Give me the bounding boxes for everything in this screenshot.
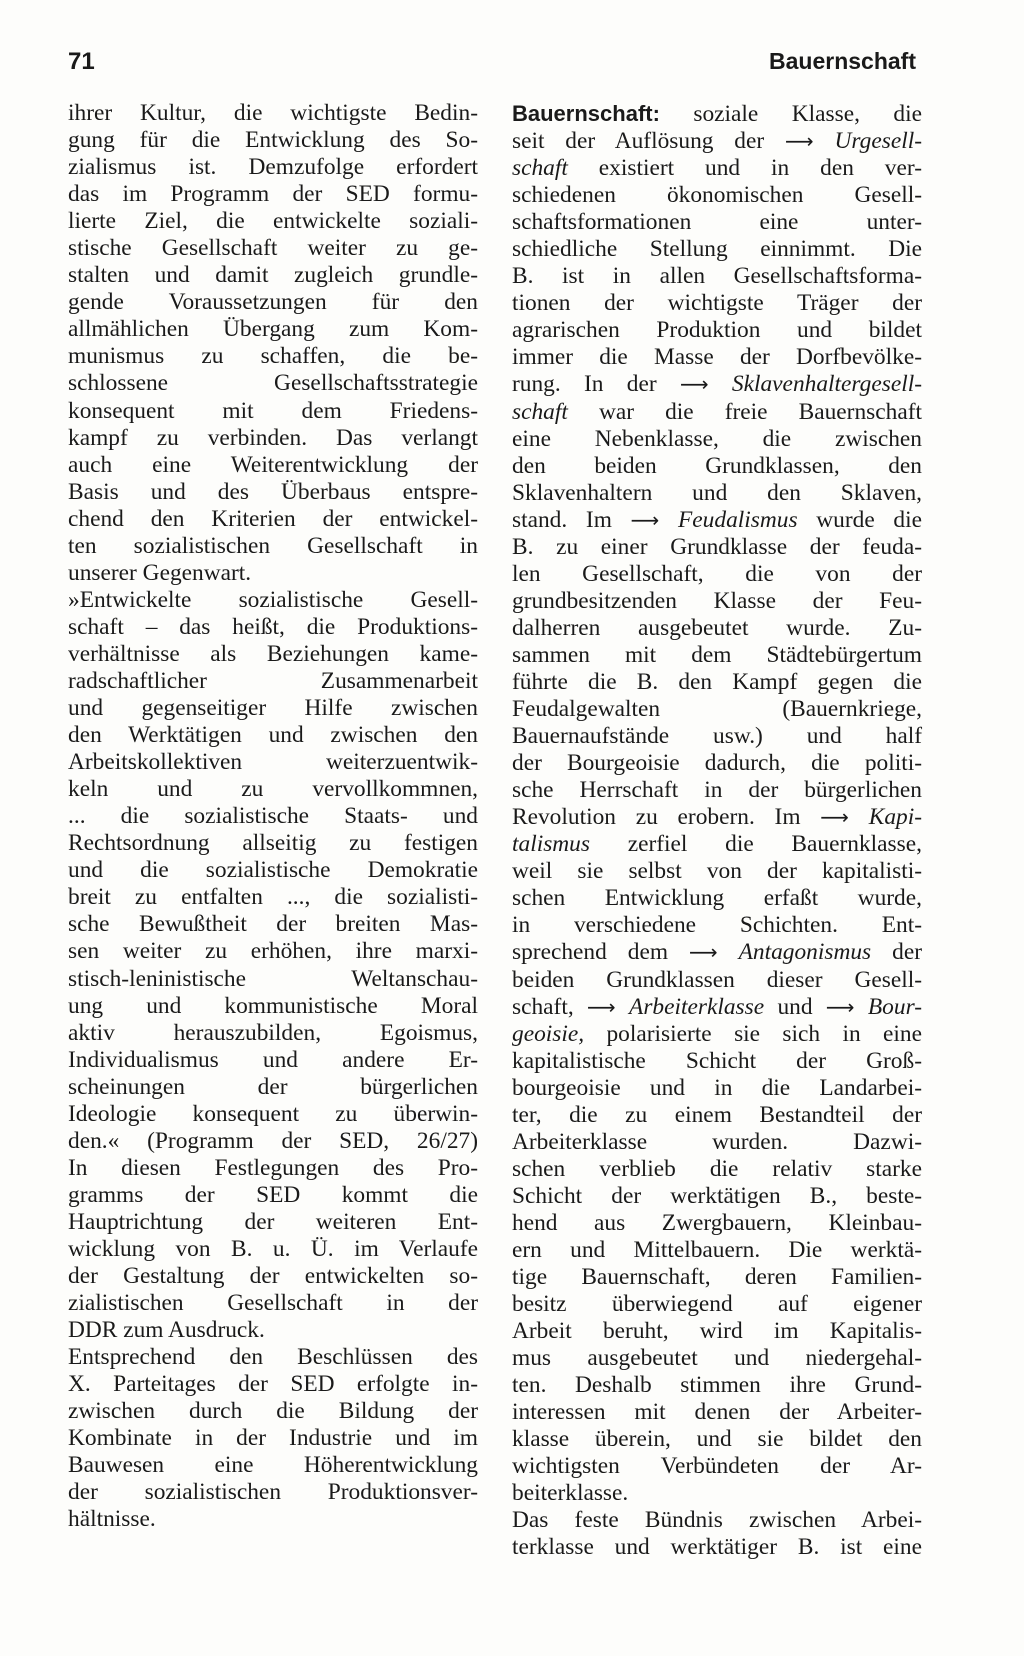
text-line — [512, 939, 922, 966]
text-span: rung. In der — [512, 371, 680, 398]
text-line: Basis und des Überbaus entspre- — [68, 478, 478, 505]
cross-reference[interactable]: talismus — [512, 831, 590, 858]
text-line: Entsprechend den Beschlüssen des — [68, 1344, 478, 1371]
text-line: lierte Ziel, die entwickelte soziali- — [68, 208, 478, 235]
text-line: gramms der SED kommt die — [68, 1181, 478, 1208]
text-line: sche Bewußtheit der breiten Mas- — [68, 911, 478, 938]
text-line: stische Gesellschaft weiter zu ge- — [68, 235, 478, 262]
text-line: wichtigsten Verbündeten der Ar- — [512, 1453, 922, 1480]
arrow-icon: ⟶ — [587, 994, 616, 1019]
entry-headword: Bauernschaft: — [512, 101, 660, 126]
text-line: konsequent mit dem Friedens- — [68, 397, 478, 424]
text-line: schen Entwicklung erfaßt wurde, — [512, 885, 922, 912]
text-line: besitz überwiegend auf eigener — [512, 1291, 922, 1318]
text-line: allmählichen Übergang zum Kom- — [68, 316, 478, 343]
text-line: ter, die zu einem Bestandteil der — [512, 1101, 922, 1128]
text-line: in verschiedene Schichten. Ent- — [512, 912, 922, 939]
text-line: X. Parteitages der SED erfolgte in- — [68, 1371, 478, 1398]
cross-reference[interactable]: Feudalismus — [678, 506, 798, 533]
text-span: wurde die — [797, 506, 922, 533]
text-line: aktiv herauszubilden, Egoismus, — [68, 1019, 478, 1046]
text-line: agrarischen Produktion und bildet — [512, 317, 922, 344]
text-line: zialistischen Gesellschaft in der — [68, 1290, 478, 1317]
text-line: terklasse und werktätiger B. ist eine — [512, 1534, 922, 1561]
text-line: führte die B. den Kampf gegen die — [512, 668, 922, 695]
text-line: beiterklasse. — [512, 1480, 629, 1507]
text-line: der Bourgeoisie dadurch, die politi- — [512, 750, 922, 777]
text-line: hend aus Zwergbauern, Kleinbau- — [512, 1209, 922, 1236]
text-span: existiert und in den ver- — [567, 155, 922, 182]
cross-reference[interactable]: schaft — [512, 398, 568, 425]
text-line: den beiden Grundklassen, den — [512, 452, 922, 479]
text-line: Rechtsordnung allseitig zu festigen — [68, 830, 478, 857]
text-span: polarisierte sie sich in eine — [584, 1020, 922, 1047]
text-line: Hauptrichtung der weiteren Ent- — [68, 1208, 478, 1235]
text-span: Revolution zu erobern. Im — [512, 804, 821, 831]
text-line: schlossene Gesellschaftsstrategie — [68, 370, 478, 397]
text-line — [512, 155, 922, 182]
cross-reference[interactable]: Kapi- — [868, 804, 922, 831]
text-line: und die sozialistische Demokratie — [68, 857, 478, 884]
text-line: gung für die Entwicklung des So- — [68, 127, 478, 154]
cross-reference[interactable]: geoisie, — [512, 1020, 585, 1047]
text-line — [512, 128, 922, 155]
text-line: verhältnisse als Beziehungen kame- — [68, 640, 478, 667]
text-line: gende Voraussetzungen für den — [68, 289, 478, 316]
text-line: schiedenen ökonomischen Gesell- — [512, 182, 922, 209]
text-line: Arbeitskollektiven weiterzuentwik- — [68, 749, 478, 776]
text-line — [512, 994, 922, 1021]
right-column — [512, 100, 922, 1562]
text-line: breit zu entfalten ..., die sozialisti- — [68, 884, 478, 911]
text-line: chend den Kriterien der entwickel- — [68, 505, 478, 532]
cross-reference[interactable]: Arbeiterklasse — [629, 993, 765, 1020]
text-line: ten sozialistischen Gesellschaft in — [68, 532, 478, 559]
text-line — [512, 371, 922, 398]
text-line: sammen mit dem Städtebürgertum — [512, 641, 922, 668]
page-header — [68, 48, 916, 84]
text-line: stisch-leninistische Weltanschau- — [68, 965, 478, 992]
running-head: Bauernschaft — [769, 48, 916, 74]
text-span: schaft, — [512, 993, 588, 1020]
text-line — [512, 1021, 922, 1048]
text-line: Bauwesen eine Höherentwicklung — [68, 1452, 478, 1479]
text-line: ten. Deshalb stimmen ihre Grund- — [512, 1372, 922, 1399]
text-line: Bauernaufstände usw.) und half — [512, 723, 922, 750]
text-line: zialismus ist. Demzufolge erfordert — [68, 154, 478, 181]
text-line: dalherren ausgebeutet wurde. Zu- — [512, 614, 922, 641]
text-line: sche Herrschaft in der bürgerlichen — [512, 777, 922, 804]
text-line: eine Nebenklasse, die zwischen — [512, 425, 922, 452]
text-span: seit der Auflösung der — [512, 128, 785, 155]
text-line: stalten und damit zugleich grundle- — [68, 262, 478, 289]
text-line — [512, 507, 922, 534]
cross-reference[interactable]: Antagonismus — [738, 939, 872, 966]
text-line — [512, 399, 922, 426]
text-line: tige Bauernschaft, deren Familien- — [512, 1264, 922, 1291]
text-line: schaftsformationen eine unter- — [512, 209, 922, 236]
text-line — [512, 100, 922, 128]
text-line: kapitalistische Schicht der Groß- — [512, 1047, 922, 1074]
text-line: immer die Masse der Dorfbevölke- — [512, 344, 922, 371]
text-line: interessen mit denen der Arbeiter- — [512, 1399, 922, 1426]
text-line: unserer Gegenwart. — [68, 559, 252, 586]
text-line: und gegenseitiger Hilfe zwischen — [68, 695, 478, 722]
text-line: Kombinate in der Industrie und im — [68, 1425, 478, 1452]
text-line: Individualismus und andere Er- — [68, 1046, 478, 1073]
text-line: Sklavenhaltern und den Sklaven, — [512, 479, 922, 506]
text-line — [512, 804, 922, 831]
text-line: grundbesitzenden Klasse der Feu- — [512, 587, 922, 614]
text-line: Arbeiterklasse wurden. Dazwi- — [512, 1128, 922, 1155]
text-span: und — [764, 993, 826, 1020]
text-line: den.« (Programm der SED, 26/27) — [68, 1127, 478, 1154]
cross-reference[interactable]: Sklavenhaltergesell- — [731, 371, 922, 398]
arrow-icon: ⟶ — [688, 940, 718, 965]
text-line: zwischen durch die Bildung der — [68, 1398, 478, 1425]
text-line: ... die sozialistische Staats- und — [68, 803, 478, 830]
text-line: radschaftlicher Zusammenarbeit — [68, 667, 478, 694]
cross-reference[interactable]: Bour- — [867, 993, 922, 1020]
cross-reference[interactable]: Urgesell- — [834, 128, 922, 155]
text-span: stand. Im — [512, 506, 631, 533]
arrow-icon: ⟶ — [820, 805, 849, 830]
text-line: In diesen Festlegungen des Pro- — [68, 1154, 478, 1181]
text-line: DDR zum Ausdruck. — [68, 1317, 265, 1344]
text-span: zerfiel die Bauernklasse, — [589, 831, 922, 858]
text-line: Das feste Bündnis zwischen Arbei- — [512, 1507, 922, 1534]
text-span: der — [871, 939, 922, 966]
text-line: sen weiter zu erhöhen, ihre marxi- — [68, 938, 478, 965]
text-line: klasse überein, und sie bildet den — [512, 1426, 922, 1453]
text-line: ung und kommunistische Moral — [68, 992, 478, 1019]
text-line: schiedliche Stellung einnimmt. Die — [512, 236, 922, 263]
text-line: hältnisse. — [68, 1506, 156, 1533]
text-line: B. ist in allen Gesellschaftsforma- — [512, 263, 922, 290]
text-line: Ideologie konsequent zu überwin- — [68, 1100, 478, 1127]
text-line: keln und zu vervollkommnen, — [68, 776, 478, 803]
text-line: das im Programm der SED formu- — [68, 181, 478, 208]
text-line: tionen der wichtigste Träger der — [512, 290, 922, 317]
arrow-icon: ⟶ — [785, 129, 814, 154]
left-column — [68, 100, 478, 1533]
text-line: beiden Grundklassen dieser Gesell- — [512, 966, 922, 993]
text-line: ihrer Kultur, die wichtigste Bedin- — [68, 100, 478, 126]
text-line: »Entwickelte sozialistische Gesell- — [68, 586, 478, 613]
text-line: den Werktätigen und zwischen den — [68, 722, 478, 749]
text-line: schen verblieb die relativ starke — [512, 1155, 922, 1182]
text-line: auch eine Weiterentwicklung der — [68, 451, 478, 478]
text-line: ern und Mittelbauern. Die werktä- — [512, 1236, 922, 1263]
text-line: schaft – das heißt, die Produktions- — [68, 613, 478, 640]
text-span: soziale Klasse, die — [659, 101, 922, 127]
text-line: B. zu einer Grundklasse der feuda- — [512, 533, 922, 560]
text-span: war die freie Bauernschaft — [567, 398, 922, 425]
text-line: munismus zu schaffen, die be- — [68, 343, 478, 370]
text-line: weil sie selbst von der kapitalisti- — [512, 858, 922, 885]
text-line — [512, 831, 922, 858]
text-line: wicklung von B. u. Ü. im Verlaufe — [68, 1235, 478, 1262]
text-line: scheinungen der bürgerlichen — [68, 1073, 478, 1100]
text-line: Feudalgewalten (Bauernkriege, — [512, 696, 922, 723]
arrow-icon: ⟶ — [630, 507, 660, 532]
text-line: mus ausgebeutet und niedergehal- — [512, 1345, 922, 1372]
text-line: der sozialistischen Produktionsver- — [68, 1479, 478, 1506]
text-line: bourgeoisie und in die Landarbei- — [512, 1074, 922, 1101]
page-number: 71 — [68, 48, 95, 75]
text-line: Arbeit beruht, wird im Kapitalis- — [512, 1318, 922, 1345]
text-line: der Gestaltung der entwickelten so- — [68, 1263, 478, 1290]
text-line: len Gesellschaft, die von der — [512, 560, 922, 587]
arrow-icon: ⟶ — [679, 372, 709, 397]
cross-reference[interactable]: schaft — [512, 155, 568, 182]
text-line: kampf zu verbinden. Das verlangt — [68, 424, 478, 451]
text-span: sprechend dem — [512, 939, 689, 966]
text-line: Schicht der werktätigen B., beste- — [512, 1182, 922, 1209]
arrow-icon: ⟶ — [825, 994, 855, 1019]
